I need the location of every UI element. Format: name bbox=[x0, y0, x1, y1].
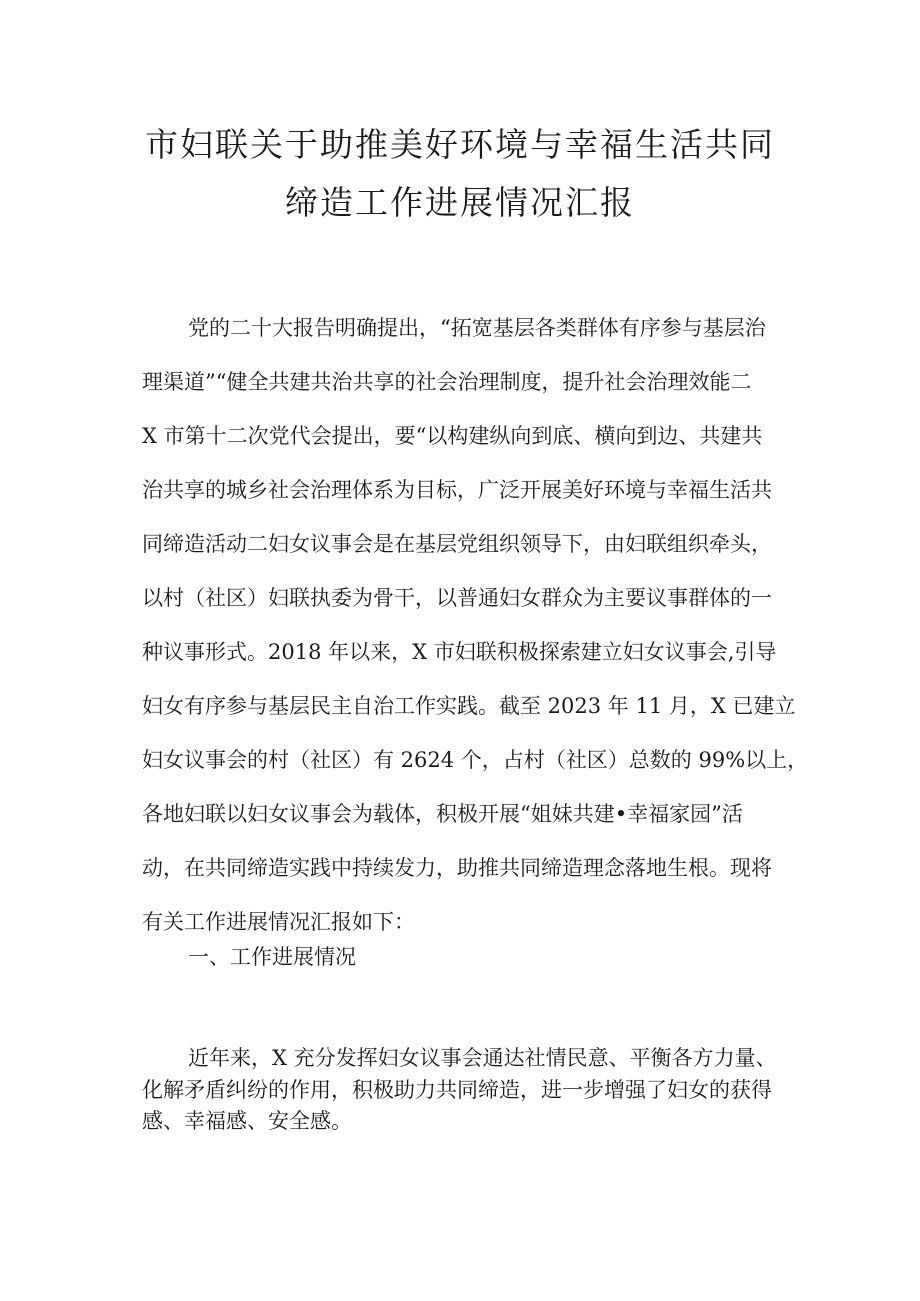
intro-line-2: 理渠道”“健全共建共治共享的社会治理制度，提升社会治理效能二 bbox=[142, 370, 752, 394]
intro-line-1: 党的二十大报告明确提出，“拓宽基层各类群体有序参与基层治 bbox=[188, 316, 766, 340]
intro-line-9: 妇女议事会的村（社区）有 2624 个，占村（社区）总数的 99%以上， bbox=[142, 748, 809, 772]
intro-line-5: 同缔造活动二妇女议事会是在基层党组织领导下，由妇联组织牵头， bbox=[142, 532, 772, 556]
intro-line-12: 有关工作进展情况汇报如下： bbox=[142, 910, 415, 934]
intro-line-11: 动，在共同缔造实践中持续发力，助推共同缔造理念落地生根。现将 bbox=[142, 856, 772, 880]
intro-line-10: 各地妇联以妇女议事会为载体，积极开展“姐妹共建•幸福家园”活 bbox=[142, 802, 743, 826]
body-line-2: 化解矛盾纠纷的作用，积极助力共同缔造，进一步增强了妇女的获得 bbox=[142, 1078, 772, 1102]
intro-line-6: 以村（社区）妇联执委为骨干，以普通妇女群众为主要议事群体的一 bbox=[142, 586, 772, 610]
document-title-line-1: 市妇联关于助推美好环境与幸福生活共同 bbox=[145, 125, 775, 164]
intro-line-3: X 市第十二次党代会提出，要“以构建纵向到底、横向到边、共建共 bbox=[142, 424, 763, 448]
section-heading: 一、工作进展情况 bbox=[188, 945, 356, 969]
document-title-line-2: 缔造工作进展情况汇报 bbox=[285, 183, 635, 222]
intro-line-8: 妇女有序参与基层民主自治工作实践。截至 2023 年 11 月，X 已建立 bbox=[142, 694, 796, 718]
body-line-3: 感、幸福感、安全感。 bbox=[142, 1109, 352, 1133]
intro-line-4: 治共享的城乡社会治理体系为目标，广泛开展美好环境与幸福生活共 bbox=[142, 478, 772, 502]
intro-line-7: 种议事形式。2018 年以来，X 市妇联积极探索建立妇女议事会,引导 bbox=[142, 640, 777, 664]
body-line-1: 近年来，X 充分发挥妇女议事会通达社情民意、平衡各方力量、 bbox=[188, 1046, 777, 1070]
